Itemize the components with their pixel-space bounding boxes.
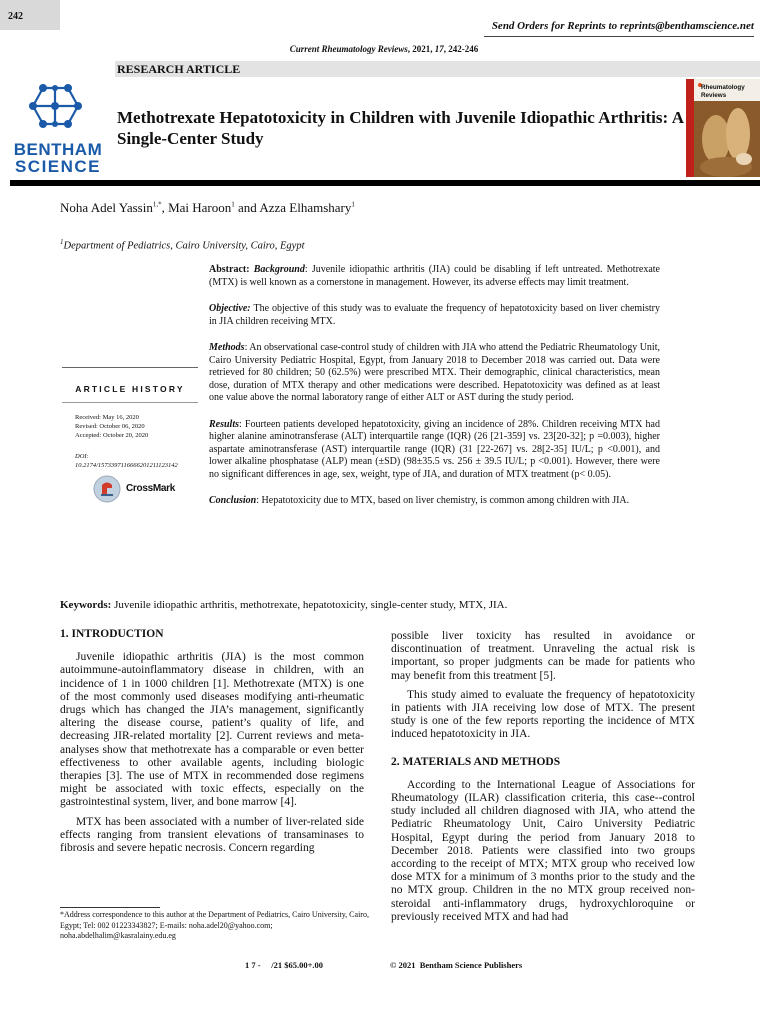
abstract-conclusion	[209, 495, 660, 508]
paragraph: MTX has been associated with a number of liver-related side effects ranging from transient elevations of transaminases to fibrosis and severe hepatic necrosis. Concern regarding	[60, 815, 364, 855]
affiliation	[60, 238, 305, 252]
article-history-heading: ARTICLE HISTORY	[75, 384, 185, 394]
background-text: : Juvenile idiopathic arthritis (JIA) could be disabling if left untreated. Methotrexate (MTX) is well known as a cornerstone in management. However, its adverse effects may limit treatment.	[209, 264, 660, 288]
author-separator: ,	[161, 200, 169, 215]
paragraph: Juvenile idiopathic arthritis (JIA) is the most common autoimmune-autoinflammatory disease in children, with an incidence of 1 in 1000 children [1]. Methotrexate (MTX) is one of the most commonly used diseases modifying anti-rheumatic drugs which has changed the JIA’s management, significantly altering the disease course, patient’s quality of life, and decreasing JIR-related mortality [2]. Current reviews and meta-analyses show that methotrexate has a comparable or even better effectiveness to other available agents, including biologic therapies [3]. The use of MTX in recommended dose regimens might be associated with toxic effects, especially on the gastrointestinal system, liver, and bone marrow [4].	[60, 651, 364, 809]
revised-date: Revised: October 06, 2020	[75, 423, 145, 430]
body-column-right	[391, 630, 695, 930]
logo-text-science: SCIENCE	[14, 157, 102, 176]
body-column-left	[60, 628, 364, 861]
affiliation-mark: 1	[60, 238, 64, 246]
results-text: : Fourteen patients developed hepatotoxicity, giving an incidence of 28%. Children receiving MTX had higher alanine aminotransferase (ALT) interquartile range (IQR) (26 [21-359] vs. 23[20-32]; p =0.003), higher aspartate aminotransferase (AST) interquartile range (IQR) (31 [22-267] vs. 28[2-35] IU/L; p <0.001), and lower alkaline phosphatase (ALP) mean (±SD) (98±35.5 vs. 256 ± 39.5 IU/L; p <0.001). However, there were no significant differences in age, sex, weight, type of JIA, and duration of MTX treatment (p< 0.05).	[209, 418, 660, 480]
footnote-rule	[60, 907, 160, 908]
footer-price: 1 7 - /21 $65.00+.00	[245, 960, 324, 970]
doi[interactable]	[75, 452, 200, 470]
cover-title-1: Rheumatology	[701, 84, 745, 91]
article-type: RESEARCH ARTICLE	[117, 62, 241, 76]
journal-citation	[0, 44, 768, 54]
conclusion-heading: Conclusion	[209, 495, 257, 506]
paragraph: This study aimed to evaluate the frequency of hepatotoxicity in patients with JIA receiving low dose of MTX. The present study is one of the few reports reporting the incidence of MTX induced hepatotoxicity in JIA.	[391, 688, 695, 741]
article-title: Methotrexate Hepatotoxicity in Children with Juvenile Idiopathic Arthritis: A Single-Center Study	[117, 108, 684, 148]
abstract-objective	[209, 303, 660, 328]
logo-text-bentham: BENTHAM	[13, 140, 103, 159]
journal-name: Current Rheumatology Reviews	[289, 44, 408, 54]
molecule-icon	[8, 80, 108, 140]
methods-section-heading: 2. MATERIALS AND METHODS	[391, 755, 561, 768]
journal-pages: , 242-246	[443, 44, 479, 54]
history-top-rule	[62, 367, 198, 368]
correspondence-footnote: *Address correspondence to this author at the Department of Pediatrics, Cairo University, Cairo, Egypt; Tel: 002 01223343827; E-mails: noha.adel20@yahoo.com; noha.abdelhalim@kasralainy.edu.eg	[60, 910, 369, 940]
journal-cover-image	[686, 79, 760, 177]
objective-heading: Objective:	[209, 303, 251, 314]
objective-text: The objective of this study was to evaluate the frequency of hepatotoxicity based on liver chemistry in JIA children receiving MTX.	[209, 303, 660, 327]
author-separator: and	[234, 200, 260, 215]
keywords-text: Juvenile idiopathic arthritis, methotrexate, hepatotoxicity, single-center study, MTX, JIA.	[111, 599, 508, 611]
author-affiliation-mark: 1	[351, 200, 355, 209]
article-history-dates	[75, 413, 148, 440]
crossmark-label[interactable]: CrossMark	[126, 483, 175, 494]
journal-volume: 17	[434, 44, 444, 54]
history-bottom-rule	[62, 402, 198, 403]
abstract-results	[209, 419, 660, 482]
crossmark-icon	[92, 474, 122, 504]
doi-value[interactable]: 10.2174/1573397116666201211123142	[75, 462, 178, 469]
background-heading: Background	[253, 264, 305, 275]
abstract	[209, 264, 660, 522]
introduction-heading: 1. INTRODUCTION	[60, 628, 164, 640]
author-affiliation-mark: 1,*	[152, 200, 162, 209]
author-name: Azza Elhamshary	[259, 200, 352, 215]
author-name: Noha Adel Yassin	[60, 200, 153, 215]
abstract-background	[209, 264, 660, 289]
abstract-label: Abstract:	[209, 264, 254, 275]
publisher-logo	[8, 80, 108, 180]
paragraph: According to the International League of Associations for Rheumatology (ILAR) classification criteria, this case--control study included all children diagnosed with JIA, who attend the Pediatric Rheumatology Unit, Cairo University Pediatric Hospital, Egypt during the period from January 2018 to December 2018. Patients were classified into two groups according to the receipt of MTX; MTX group who received low dose MTX for a minimum of 3 months prior to the study and the no MTX group. Children in the no MTX group received non-steroidal anti-inflammatory drugs, hydroxychloroquine or previously received MTX and had had	[391, 778, 695, 923]
results-heading: Results	[209, 418, 240, 430]
received-date: Received: May 16, 2020	[75, 414, 139, 421]
reprints-rule	[484, 36, 754, 37]
doi-label: DOI:	[75, 453, 89, 460]
author-list	[60, 200, 355, 216]
cover-title-2: Reviews	[701, 92, 727, 99]
keywords-label: Keywords:	[60, 599, 112, 611]
paragraph: possible liver toxicity has resulted in avoidance or discontinuation of treatment. Unraveling the actual risk is important, so proper judgments can be made for patients who may benefit from this treatment [5].	[391, 630, 695, 682]
footer-copyright: © 2021 Bentham Science Publishers	[390, 960, 523, 970]
conclusion-text: : Hepatotoxicity due to MTX, based on liver chemistry, is common among children with JIA.	[256, 495, 630, 506]
methods-text: : An observational case-control study of children with JIA who attend the Pediatric Rheumatology Unit, Cairo University Pediatric Hospital, Egypt, from January 2018 to December 2018 was carried out. Data were retrieved for 80 children; 50 (62.5%) were prescribed MTX. Their demographic, clinical characteristics, mean dose, duration of MTX therapy and other medications were described. Hepatotoxicity was defined as at least one value above the normal laboratory range of either ALT or AST during the study period.	[209, 342, 660, 403]
journal-year: , 2021,	[407, 44, 435, 54]
author-affiliation-mark: 1	[231, 200, 235, 209]
accepted-date: Accepted: October 20, 2020	[75, 432, 149, 439]
author-name: Mai Haroon	[168, 200, 232, 215]
methods-heading: Methods	[209, 342, 245, 353]
reprints-notice: Send Orders for Reprints to reprints@benthamscience.net	[491, 20, 754, 32]
keywords	[60, 599, 507, 611]
header-divider	[10, 180, 760, 186]
abstract-methods	[209, 342, 660, 405]
page-number: 242	[8, 11, 23, 22]
affiliation-text: Department of Pediatrics, Cairo University, Cairo, Egypt	[63, 240, 305, 252]
